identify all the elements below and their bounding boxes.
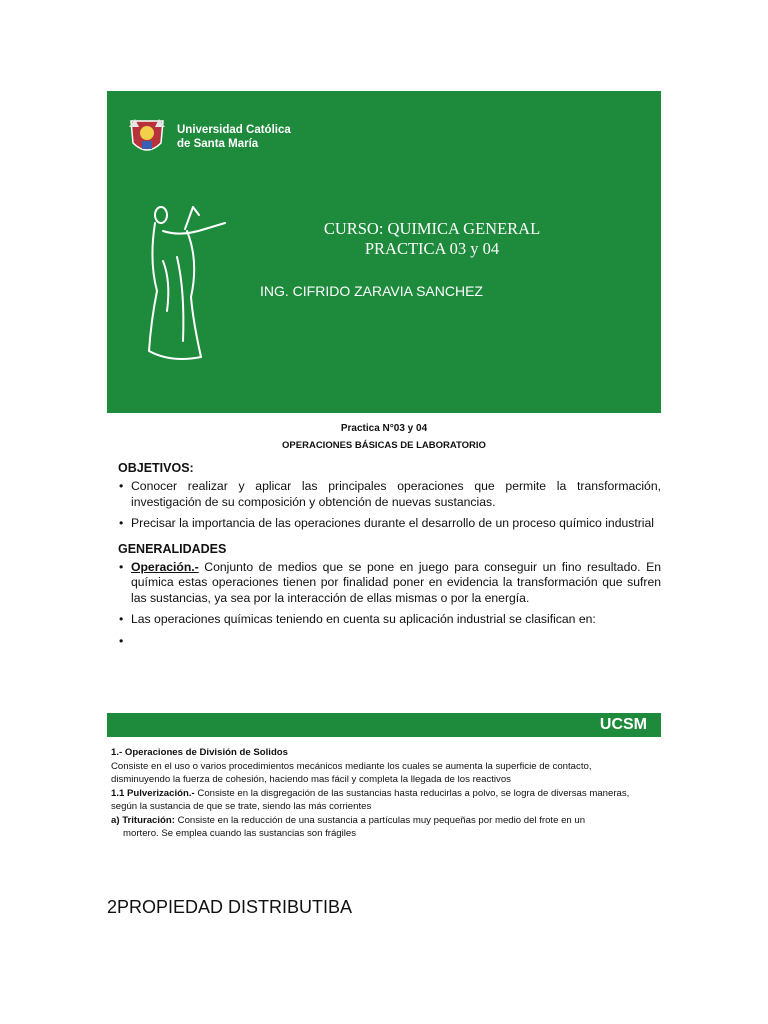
university-name-line2: de Santa María (177, 138, 259, 150)
pulverizacion-term: 1.1 Pulverización.- (111, 787, 195, 799)
university-name-line1: Universidad Católica (177, 124, 291, 136)
practice-subheading: OPERACIONES BÁSICAS DE LABORATORIO (282, 440, 486, 451)
trituracion-continuation: mortero. Se emplea cuando las sustancias son frágiles (123, 828, 357, 839)
course-title: CURSO: QUIMICA GENERAL (323, 219, 541, 238)
brand-logo: UCSM (599, 716, 647, 733)
operacion-term: Operación.- (131, 559, 199, 574)
coat-of-arms-icon (127, 115, 167, 159)
practice-heading: Practica N°03 y 04 (340, 423, 428, 434)
university-logo (127, 115, 291, 159)
pulverizacion-text: Consiste en la disgregación de las sustancias hasta reducirlas a polvo, se logra de diversas maneras, según la sustancia de que se trate, siendo las más corrientes (111, 787, 630, 812)
trituracion-term: a) Trituración: (111, 814, 175, 826)
section-intro: Consiste en el uso o varios procedimientos mecánicos mediante los cuales se aumenta la superficie de contacto, disminuyendo la fuerza de cohesión, haciendo mas fácil y completa la llegada de los reactivos (111, 760, 592, 785)
generalidades-list (107, 560, 661, 628)
content-slide (107, 713, 661, 858)
slide-header-bar (107, 713, 661, 737)
section-heading: 1.- Operaciones de División de Solidos (111, 747, 288, 758)
trituracion-paragraph (111, 814, 651, 828)
pulverizacion-paragraph (111, 787, 651, 814)
objectives-slide (107, 413, 661, 710)
generalidades-heading: GENERALIDADES (118, 541, 227, 556)
objetivos-list (107, 479, 661, 532)
teacher-name: ING. CIFRIDO ZARAVIA SANCHEZ (260, 283, 483, 299)
practice-title: PRACTICA 03 y 04 (364, 239, 500, 258)
list-item: • Las operaciones químicas teniendo en cuenta su aplicación industrial se clasifican en: (119, 612, 661, 628)
objetivos-heading: OBJETIVOS: (118, 461, 194, 475)
list-item: • Conocer realizar y aplicar las principales operaciones que permite la transformación, investigación de su composición y obtención de nuevas sustancias. (119, 479, 661, 510)
title-slide (107, 91, 661, 413)
virgin-statue-icon (141, 201, 233, 371)
list-item (119, 560, 661, 607)
footer-text: 2PROPIEDAD DISTRIBUTIBA (107, 897, 353, 917)
operacion-definition: Conjunto de medios que se pone en juego para conseguir un fino resultado. En química estas operaciones tienen por finalidad poner en evidencia la transformación que sufren las sustancias, ya sea por la interacción de ellas mismas o por la energía. (131, 559, 661, 605)
list-item: • Precisar la importancia de las operaciones durante el desarrollo de un proceso químico industrial (119, 516, 661, 532)
trituracion-text: Consiste en la reducción de una sustancia a partículas muy pequeñas por medio del frote en un (174, 814, 586, 826)
clipped-edge (107, 852, 661, 858)
